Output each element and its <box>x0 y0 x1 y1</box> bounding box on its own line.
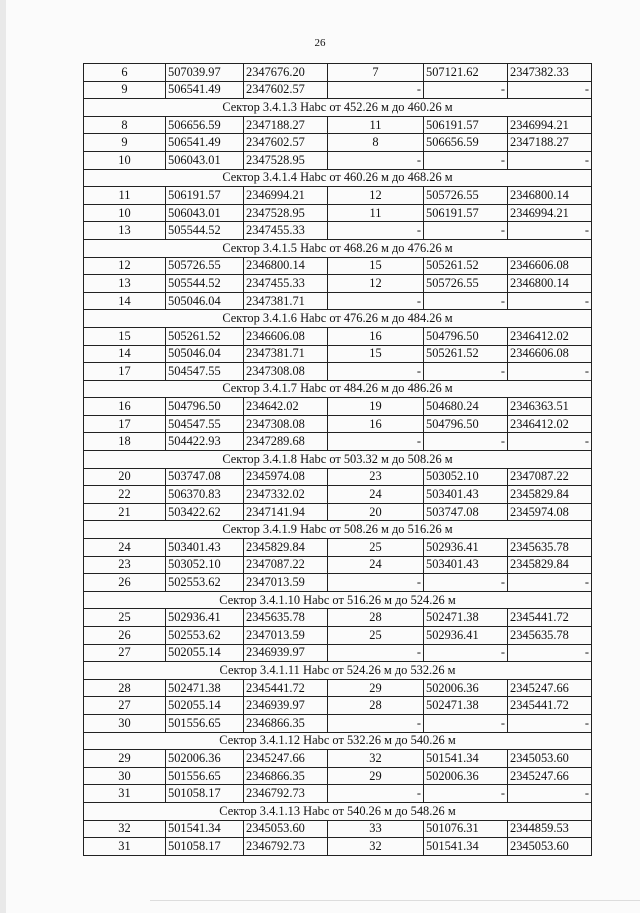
y-coordinate-cell: 2345635.78 <box>244 609 328 627</box>
point-number-cell: 25 <box>84 609 166 627</box>
sector-header-row <box>84 310 592 328</box>
next-point-number-cell: 16 <box>328 327 424 345</box>
y-coordinate-cell: 2347013.59 <box>244 627 328 645</box>
x-coordinate-cell: 506370.83 <box>166 486 244 504</box>
next-x-coordinate-cell: 502471.38 <box>424 697 508 715</box>
next-x-coordinate-cell: 502006.36 <box>424 679 508 697</box>
x-coordinate-cell: 506541.49 <box>166 81 244 99</box>
next-x-coordinate-cell: - <box>424 81 508 99</box>
table-row <box>84 556 592 574</box>
next-point-number-cell: 7 <box>328 64 424 82</box>
next-point-number-cell: 12 <box>328 275 424 293</box>
x-coordinate-cell: 505046.04 <box>166 292 244 310</box>
y-coordinate-cell: 2347289.68 <box>244 433 328 451</box>
x-coordinate-cell: 502936.41 <box>166 609 244 627</box>
table-row <box>84 627 592 645</box>
sector-header-row <box>84 169 592 187</box>
next-y-coordinate-cell: 2345053.60 <box>508 750 592 768</box>
next-y-coordinate-cell: - <box>508 151 592 169</box>
point-number-cell: 16 <box>84 398 166 416</box>
point-number-cell: 27 <box>84 644 166 662</box>
y-coordinate-cell: 2346792.73 <box>244 785 328 803</box>
table-row <box>84 750 592 768</box>
next-point-number-cell: 15 <box>328 345 424 363</box>
point-number-cell: 6 <box>84 64 166 82</box>
next-y-coordinate-cell: 2345247.66 <box>508 679 592 697</box>
next-point-number-cell: - <box>328 714 424 732</box>
x-coordinate-cell: 506043.01 <box>166 151 244 169</box>
next-x-coordinate-cell: - <box>424 363 508 381</box>
point-number-cell: 14 <box>84 345 166 363</box>
next-point-number-cell: 25 <box>328 539 424 557</box>
next-point-number-cell: 23 <box>328 468 424 486</box>
x-coordinate-cell: 505544.52 <box>166 222 244 240</box>
next-point-number-cell: - <box>328 292 424 310</box>
y-coordinate-cell: 2347602.57 <box>244 134 328 152</box>
point-number-cell: 31 <box>84 838 166 856</box>
next-y-coordinate-cell: 2345441.72 <box>508 697 592 715</box>
y-coordinate-cell: 2345974.08 <box>244 468 328 486</box>
point-number-cell: 29 <box>84 750 166 768</box>
sector-title: Сектор 3.4.1.6 Нabc от 476.26 м до 484.26 м <box>84 310 592 328</box>
x-coordinate-cell: 501058.17 <box>166 838 244 856</box>
next-x-coordinate-cell: 506191.57 <box>424 116 508 134</box>
sector-title: Сектор 3.4.1.12 Нabc от 532.26 м до 540.26 м <box>84 732 592 750</box>
sector-header-row <box>84 99 592 117</box>
next-x-coordinate-cell: 503747.08 <box>424 503 508 521</box>
x-coordinate-cell: 501556.65 <box>166 714 244 732</box>
next-y-coordinate-cell: 2347188.27 <box>508 134 592 152</box>
next-x-coordinate-cell: 501541.34 <box>424 750 508 768</box>
next-y-coordinate-cell: - <box>508 644 592 662</box>
table-row <box>84 292 592 310</box>
next-x-coordinate-cell: 502471.38 <box>424 609 508 627</box>
x-coordinate-cell: 504796.50 <box>166 398 244 416</box>
next-point-number-cell: - <box>328 785 424 803</box>
table-row <box>84 767 592 785</box>
table-row <box>84 574 592 592</box>
y-coordinate-cell: 2346866.35 <box>244 767 328 785</box>
next-y-coordinate-cell: - <box>508 785 592 803</box>
next-x-coordinate-cell: 506191.57 <box>424 204 508 222</box>
next-y-coordinate-cell: 2345635.78 <box>508 539 592 557</box>
point-number-cell: 8 <box>84 116 166 134</box>
point-number-cell: 31 <box>84 785 166 803</box>
next-x-coordinate-cell: 504680.24 <box>424 398 508 416</box>
next-point-number-cell: 12 <box>328 187 424 205</box>
y-coordinate-cell: 2347087.22 <box>244 556 328 574</box>
x-coordinate-cell: 502553.62 <box>166 627 244 645</box>
coordinates-table-body <box>84 64 592 856</box>
x-coordinate-cell: 502055.14 <box>166 644 244 662</box>
table-row <box>84 697 592 715</box>
next-point-number-cell: - <box>328 222 424 240</box>
point-number-cell: 18 <box>84 433 166 451</box>
x-coordinate-cell: 503747.08 <box>166 468 244 486</box>
next-point-number-cell: - <box>328 363 424 381</box>
x-coordinate-cell: 504422.93 <box>166 433 244 451</box>
next-y-coordinate-cell: 2346800.14 <box>508 187 592 205</box>
table-row <box>84 327 592 345</box>
x-coordinate-cell: 506541.49 <box>166 134 244 152</box>
table-row <box>84 151 592 169</box>
y-coordinate-cell: 2347332.02 <box>244 486 328 504</box>
y-coordinate-cell: 2347455.33 <box>244 275 328 293</box>
x-coordinate-cell: 507039.97 <box>166 64 244 82</box>
y-coordinate-cell: 2346939.97 <box>244 644 328 662</box>
table-row <box>84 838 592 856</box>
next-y-coordinate-cell: 2345441.72 <box>508 609 592 627</box>
table-row <box>84 433 592 451</box>
point-number-cell: 26 <box>84 574 166 592</box>
sector-title: Сектор 3.4.1.9 Нabc от 508.26 м до 516.26 м <box>84 521 592 539</box>
sector-header-row <box>84 521 592 539</box>
next-x-coordinate-cell: - <box>424 433 508 451</box>
table-row <box>84 64 592 82</box>
sector-title: Сектор 3.4.1.3 Нabc от 452.26 м до 460.26 м <box>84 99 592 117</box>
y-coordinate-cell: 2347308.08 <box>244 415 328 433</box>
next-y-coordinate-cell: 2346800.14 <box>508 275 592 293</box>
next-x-coordinate-cell: 503401.43 <box>424 486 508 504</box>
next-y-coordinate-cell: 2347087.22 <box>508 468 592 486</box>
next-x-coordinate-cell: 504796.50 <box>424 415 508 433</box>
sector-header-row <box>84 662 592 680</box>
next-y-coordinate-cell: 2347382.33 <box>508 64 592 82</box>
table-row <box>84 275 592 293</box>
point-number-cell: 21 <box>84 503 166 521</box>
sector-title: Сектор 3.4.1.11 Нabc от 524.26 м до 532.26 м <box>84 662 592 680</box>
table-row <box>84 222 592 240</box>
x-coordinate-cell: 503401.43 <box>166 539 244 557</box>
point-number-cell: 20 <box>84 468 166 486</box>
x-coordinate-cell: 504547.55 <box>166 415 244 433</box>
y-coordinate-cell: 2347188.27 <box>244 116 328 134</box>
y-coordinate-cell: 2347308.08 <box>244 363 328 381</box>
sector-title: Сектор 3.4.1.10 Нabc от 516.26 м до 524.26 м <box>84 591 592 609</box>
next-point-number-cell: 16 <box>328 415 424 433</box>
table-row <box>84 785 592 803</box>
next-point-number-cell: 24 <box>328 486 424 504</box>
table-row <box>84 345 592 363</box>
next-point-number-cell: 32 <box>328 750 424 768</box>
next-x-coordinate-cell: 503401.43 <box>424 556 508 574</box>
sector-header-row <box>84 591 592 609</box>
table-row <box>84 679 592 697</box>
table-row <box>84 486 592 504</box>
next-y-coordinate-cell: 2346363.51 <box>508 398 592 416</box>
table-row <box>84 503 592 521</box>
next-x-coordinate-cell: - <box>424 151 508 169</box>
next-x-coordinate-cell: 502936.41 <box>424 539 508 557</box>
table-row <box>84 257 592 275</box>
y-coordinate-cell: 2346792.73 <box>244 838 328 856</box>
y-coordinate-cell: 2345247.66 <box>244 750 328 768</box>
table-row <box>84 468 592 486</box>
next-y-coordinate-cell: 2345829.84 <box>508 486 592 504</box>
table-row <box>84 204 592 222</box>
y-coordinate-cell: 2346800.14 <box>244 257 328 275</box>
x-coordinate-cell: 506043.01 <box>166 204 244 222</box>
x-coordinate-cell: 504547.55 <box>166 363 244 381</box>
point-number-cell: 10 <box>84 151 166 169</box>
y-coordinate-cell: 2347013.59 <box>244 574 328 592</box>
x-coordinate-cell: 501058.17 <box>166 785 244 803</box>
y-coordinate-cell: 2347676.20 <box>244 64 328 82</box>
y-coordinate-cell: 2347381.71 <box>244 345 328 363</box>
table-row <box>84 398 592 416</box>
y-coordinate-cell: 2347381.71 <box>244 292 328 310</box>
next-x-coordinate-cell: 505261.52 <box>424 345 508 363</box>
next-point-number-cell: 11 <box>328 116 424 134</box>
next-x-coordinate-cell: - <box>424 222 508 240</box>
next-y-coordinate-cell: 2346606.08 <box>508 257 592 275</box>
sector-header-row <box>84 239 592 257</box>
sector-title: Сектор 3.4.1.8 Нabc от 503.32 м до 508.26 м <box>84 451 592 469</box>
next-x-coordinate-cell: 504796.50 <box>424 327 508 345</box>
next-x-coordinate-cell: - <box>424 292 508 310</box>
x-coordinate-cell: 505726.55 <box>166 257 244 275</box>
y-coordinate-cell: 2347602.57 <box>244 81 328 99</box>
next-point-number-cell: - <box>328 151 424 169</box>
next-y-coordinate-cell: - <box>508 292 592 310</box>
sector-title: Сектор 3.4.1.4 Нabc от 460.26 м до 468.26 м <box>84 169 592 187</box>
point-number-cell: 22 <box>84 486 166 504</box>
table-row <box>84 134 592 152</box>
y-coordinate-cell: 2347528.95 <box>244 151 328 169</box>
x-coordinate-cell: 503422.62 <box>166 503 244 521</box>
next-x-coordinate-cell: 505261.52 <box>424 257 508 275</box>
next-y-coordinate-cell: - <box>508 714 592 732</box>
next-y-coordinate-cell: - <box>508 433 592 451</box>
next-y-coordinate-cell: 2346412.02 <box>508 327 592 345</box>
x-coordinate-cell: 505046.04 <box>166 345 244 363</box>
y-coordinate-cell: 2345829.84 <box>244 539 328 557</box>
next-point-number-cell: 33 <box>328 820 424 838</box>
point-number-cell: 15 <box>84 327 166 345</box>
point-number-cell: 24 <box>84 539 166 557</box>
next-y-coordinate-cell: 2345829.84 <box>508 556 592 574</box>
x-coordinate-cell: 506656.59 <box>166 116 244 134</box>
table-row <box>84 820 592 838</box>
next-point-number-cell: 29 <box>328 767 424 785</box>
sector-title: Сектор 3.4.1.7 Нabc от 484.26 м до 486.26 м <box>84 380 592 398</box>
point-number-cell: 26 <box>84 627 166 645</box>
point-number-cell: 27 <box>84 697 166 715</box>
next-x-coordinate-cell: 501541.34 <box>424 838 508 856</box>
sector-header-row <box>84 732 592 750</box>
point-number-cell: 32 <box>84 820 166 838</box>
table-row <box>84 116 592 134</box>
next-x-coordinate-cell: 502006.36 <box>424 767 508 785</box>
point-number-cell: 13 <box>84 275 166 293</box>
next-x-coordinate-cell: - <box>424 644 508 662</box>
next-y-coordinate-cell: 2345247.66 <box>508 767 592 785</box>
sector-title: Сектор 3.4.1.13 Нabc от 540.26 м до 548.26 м <box>84 802 592 820</box>
next-x-coordinate-cell: 506656.59 <box>424 134 508 152</box>
x-coordinate-cell: 501556.65 <box>166 767 244 785</box>
sector-header-row <box>84 451 592 469</box>
next-point-number-cell: 20 <box>328 503 424 521</box>
sector-header-row <box>84 802 592 820</box>
next-point-number-cell: 29 <box>328 679 424 697</box>
next-y-coordinate-cell: 2346606.08 <box>508 345 592 363</box>
y-coordinate-cell: 2347528.95 <box>244 204 328 222</box>
sector-title: Сектор 3.4.1.5 Нabc от 468.26 м до 476.26 м <box>84 239 592 257</box>
y-coordinate-cell: 2346606.08 <box>244 327 328 345</box>
next-point-number-cell: - <box>328 644 424 662</box>
y-coordinate-cell: 2345053.60 <box>244 820 328 838</box>
next-x-coordinate-cell: 507121.62 <box>424 64 508 82</box>
next-y-coordinate-cell: 2346994.21 <box>508 116 592 134</box>
point-number-cell: 9 <box>84 81 166 99</box>
table-row <box>84 187 592 205</box>
next-y-coordinate-cell: - <box>508 363 592 381</box>
page-number: 26 <box>314 37 326 49</box>
next-x-coordinate-cell: - <box>424 714 508 732</box>
next-y-coordinate-cell: - <box>508 574 592 592</box>
point-number-cell: 23 <box>84 556 166 574</box>
x-coordinate-cell: 502471.38 <box>166 679 244 697</box>
point-number-cell: 17 <box>84 363 166 381</box>
sector-header-row <box>84 380 592 398</box>
x-coordinate-cell: 505261.52 <box>166 327 244 345</box>
scan-edge <box>0 0 6 913</box>
next-point-number-cell: 32 <box>328 838 424 856</box>
next-y-coordinate-cell: 2346994.21 <box>508 204 592 222</box>
next-x-coordinate-cell: 505726.55 <box>424 187 508 205</box>
point-number-cell: 30 <box>84 714 166 732</box>
x-coordinate-cell: 502553.62 <box>166 574 244 592</box>
next-x-coordinate-cell: - <box>424 574 508 592</box>
y-coordinate-cell: 2347141.94 <box>244 503 328 521</box>
next-point-number-cell: 15 <box>328 257 424 275</box>
next-point-number-cell: - <box>328 574 424 592</box>
y-coordinate-cell: 2346994.21 <box>244 187 328 205</box>
next-y-coordinate-cell: - <box>508 81 592 99</box>
x-coordinate-cell: 502006.36 <box>166 750 244 768</box>
next-y-coordinate-cell: 2346412.02 <box>508 415 592 433</box>
coordinates-table <box>83 63 592 856</box>
table-row <box>84 539 592 557</box>
y-coordinate-cell: 2346866.35 <box>244 714 328 732</box>
x-coordinate-cell: 503052.10 <box>166 556 244 574</box>
next-y-coordinate-cell: 2345974.08 <box>508 503 592 521</box>
next-point-number-cell: 28 <box>328 609 424 627</box>
table-row <box>84 714 592 732</box>
next-x-coordinate-cell: 503052.10 <box>424 468 508 486</box>
next-y-coordinate-cell: 2344859.53 <box>508 820 592 838</box>
next-x-coordinate-cell: 502936.41 <box>424 627 508 645</box>
point-number-cell: 28 <box>84 679 166 697</box>
y-coordinate-cell: 2346939.97 <box>244 697 328 715</box>
scan-bottom-edge <box>150 900 640 901</box>
point-number-cell: 12 <box>84 257 166 275</box>
next-point-number-cell: 11 <box>328 204 424 222</box>
next-point-number-cell: 8 <box>328 134 424 152</box>
table-row <box>84 609 592 627</box>
table-row <box>84 644 592 662</box>
x-coordinate-cell: 501541.34 <box>166 820 244 838</box>
next-point-number-cell: - <box>328 433 424 451</box>
y-coordinate-cell: 2347455.33 <box>244 222 328 240</box>
point-number-cell: 17 <box>84 415 166 433</box>
next-point-number-cell: 25 <box>328 627 424 645</box>
table-row <box>84 363 592 381</box>
next-point-number-cell: 28 <box>328 697 424 715</box>
point-number-cell: 30 <box>84 767 166 785</box>
x-coordinate-cell: 502055.14 <box>166 697 244 715</box>
x-coordinate-cell: 505544.52 <box>166 275 244 293</box>
x-coordinate-cell: 506191.57 <box>166 187 244 205</box>
next-x-coordinate-cell: - <box>424 785 508 803</box>
next-y-coordinate-cell: - <box>508 222 592 240</box>
table-row <box>84 415 592 433</box>
point-number-cell: 14 <box>84 292 166 310</box>
y-coordinate-cell: 234642.02 <box>244 398 328 416</box>
next-point-number-cell: - <box>328 81 424 99</box>
point-number-cell: 9 <box>84 134 166 152</box>
y-coordinate-cell: 2345441.72 <box>244 679 328 697</box>
point-number-cell: 11 <box>84 187 166 205</box>
table-row <box>84 81 592 99</box>
point-number-cell: 13 <box>84 222 166 240</box>
next-x-coordinate-cell: 501076.31 <box>424 820 508 838</box>
point-number-cell: 10 <box>84 204 166 222</box>
next-y-coordinate-cell: 2345053.60 <box>508 838 592 856</box>
next-point-number-cell: 24 <box>328 556 424 574</box>
next-y-coordinate-cell: 2345635.78 <box>508 627 592 645</box>
next-x-coordinate-cell: 505726.55 <box>424 275 508 293</box>
next-point-number-cell: 19 <box>328 398 424 416</box>
